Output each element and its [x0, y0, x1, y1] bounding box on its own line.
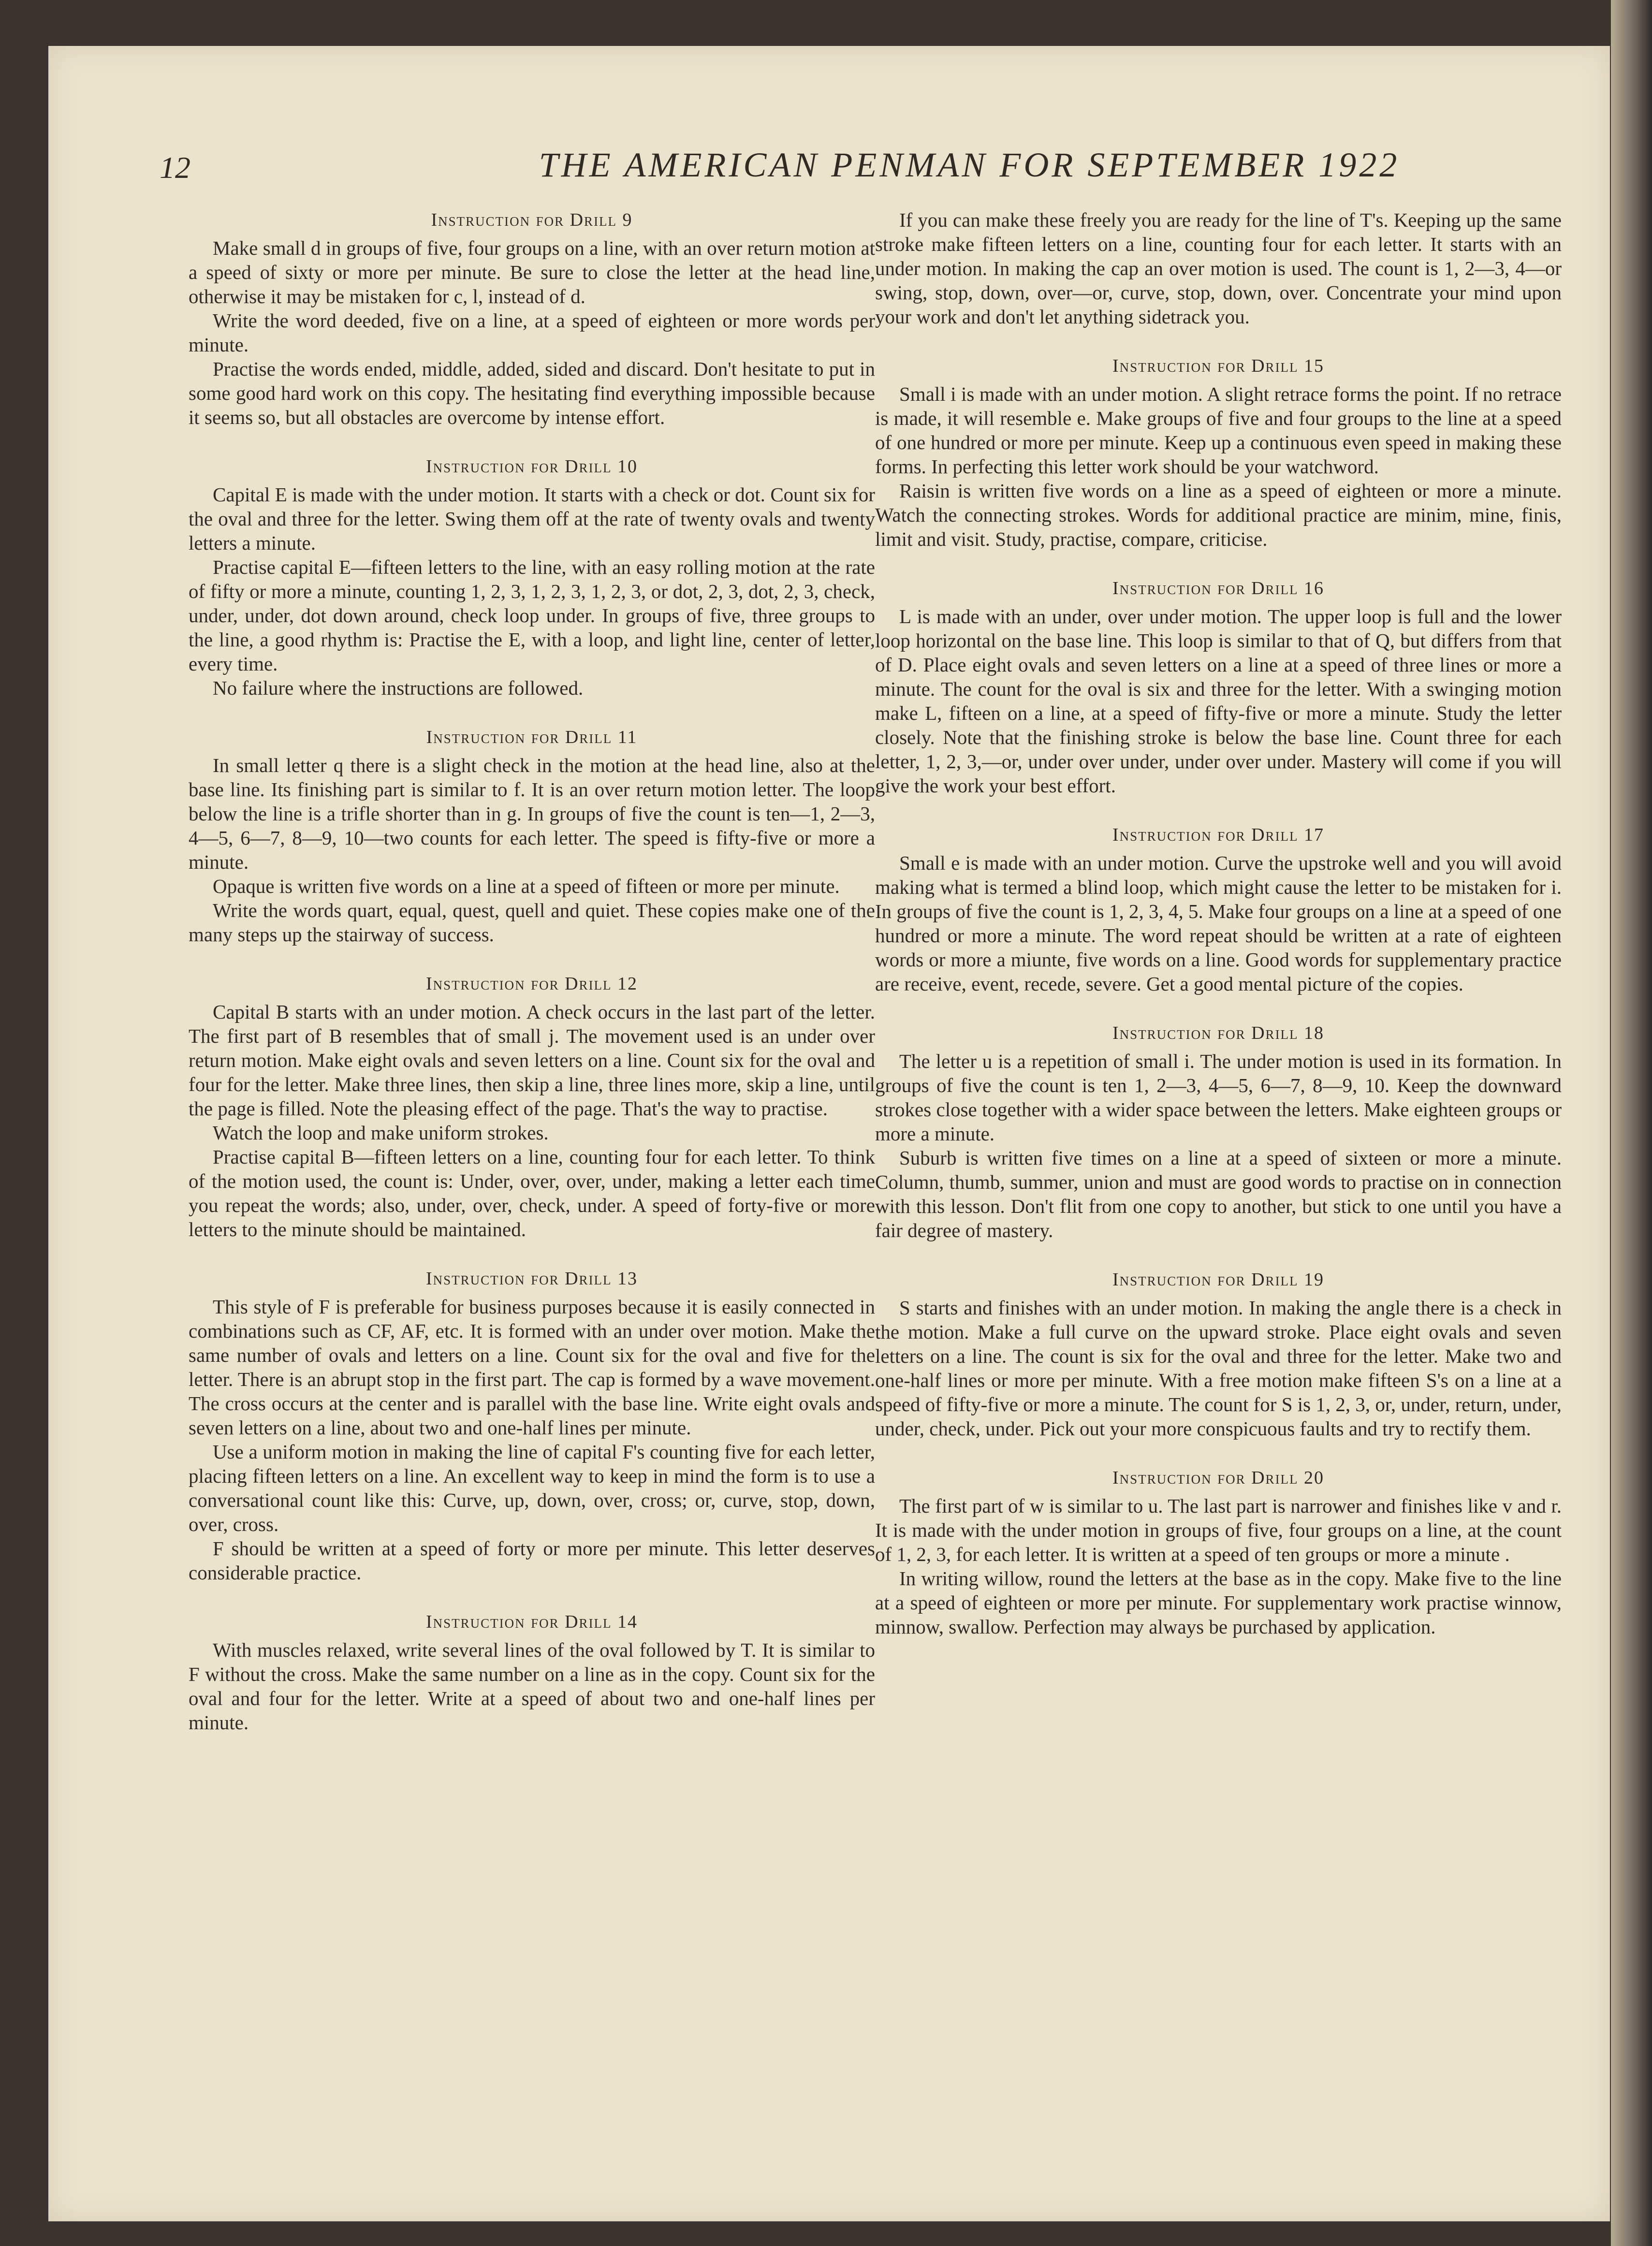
body-paragraph: If you can make these freely you are ready for the line of T's. Keeping up the same stroke make fifteen letters on a line, counting four for each letter. It starts with an under motion. In making the cap an over motion is used. The count is 1, 2—3, 4—or swing, stop, down, over—or, curve, stop, down, over. Concentrate your mind upon your work and don't let anything sidetrack you. — [875, 209, 1562, 328]
page-number: 12 — [160, 150, 190, 185]
body-paragraph: S starts and finishes with an under motion. In making the angle there is a check in the motion. Make a full curve on the upward stroke. Place eight ovals and seven letters on a line. The count is six for the oval and three for the letter. Make two and one-half lines or more per minute. With a free motion make fifteen S's on a line at a speed of fifty-five or more a minute. The count for S is 1, 2, 3, or, under, return, under, under, check, under. Pick out your more conspicuous faults and try to rectify them. — [875, 1297, 1562, 1440]
body-paragraph: Make small d in groups of five, four groups on a line, with an over return motion at a speed of sixty or more per minute. Be sure to close the letter at the head line, otherwise it may be mistaken for c, l, instead of d. — [189, 237, 875, 307]
instruction-section — [189, 1610, 875, 1735]
section-heading: Instruction for Drill 13 — [425, 1269, 638, 1289]
section-heading: Instruction for Drill 16 — [1112, 578, 1325, 598]
body-paragraph: Opaque is written five words on a line at a speed of fifteen or more per minute. — [213, 875, 840, 897]
instruction-section — [189, 725, 875, 947]
body-paragraph: Capital E is made with the under motion. It starts with a check or dot. Count six for the oval and three for the letter. Swing them off at the rate of twenty ovals and twenty letters a minute. — [189, 483, 875, 554]
section-heading: Instruction for Drill 11 — [426, 727, 638, 747]
body-paragraph: Watch the loop and make uniform strokes. — [213, 1122, 549, 1144]
body-paragraph: Use a uniform motion in making the line of capital F's counting five for each letter, placing fifteen letters on a line. An excellent way to keep in mind the form is to use a conversational count like this: Curve, up, down, over, cross; or, curve, stop, down, over, cross. — [189, 1441, 875, 1535]
body-paragraph: In small letter q there is a slight check in the motion at the head line, also at the base line. Its finishing part is similar to f. It is an over return motion letter. The loop below the line is a trifle shorter than in g. In groups of five the count is ten—1, 2—3, 4—5, 6—7, 8—9, 10—two counts for each letter. The speed is fifty-five or more a minute. — [189, 754, 875, 873]
body-paragraph: Write the word deeded, five on a line, at a speed of eighteen or more words per minute. — [189, 309, 875, 356]
book-spine — [1611, 0, 1652, 2246]
instruction-section — [875, 1021, 1562, 1242]
section-heading: Instruction for Drill 19 — [1112, 1269, 1325, 1290]
body-paragraph: The first part of w is similar to u. The last part is narrower and finishes like v and r. It is made with the under motion in groups of five, four groups on a line, at the count of 1, 2, 3, for each letter. It is written at a speed of ten groups or more a minute . — [875, 1495, 1562, 1565]
instruction-section — [875, 1466, 1562, 1639]
body-paragraph: Capital B starts with an under motion. A check occurs in the last part of the letter. The first part of B resembles that of small j. The movement used is an under over return motion. Make eight ovals and seven letters on a line. Count six for the oval and four for the letter. Make three lines, then skip a line, three lines more, skip a line, until the page is filled. Note the pleasing effect of the page. That's the way to practise. — [189, 1001, 875, 1120]
running-head — [160, 145, 1624, 198]
instruction-section — [875, 576, 1562, 798]
left-column — [189, 208, 875, 1760]
body-paragraph: No failure where the instructions are followed. — [213, 677, 584, 699]
instruction-section — [189, 208, 875, 429]
body-paragraph: L is made with an under, over under motion. The upper loop is full and the lower loop horizontal on the base line. This loop is similar to that of Q, but differs from that of D. Place eight ovals and seven letters on a line at a speed of three lines or more a minute. The count for the oval is six and three for the letter. With a swinging motion make L, fifteen on a line, at a speed of fifty-five or more a minute. Study the letter closely. Note that the finishing stroke is below the base line. Count three for each letter, 1, 2, 3,—or, under over under, under over under. Mastery will come if you will give the work your best effort. — [875, 605, 1562, 797]
instruction-section — [875, 1268, 1562, 1441]
body-paragraph: Small i is made with an under motion. A slight retrace forms the point. If no retrace is made, it will resemble e. Make groups of five and four groups to the line at a speed of one hundred or more per minute. Keep up a continuous even speed in making these forms. In perfecting this letter work should be your watchword. — [875, 383, 1562, 478]
body-paragraph: Suburb is written five times on a line at a speed of sixteen or more a minute. Column, thumb, summer, union and must are good words to practise on in connection with this lesson. Don't flit from one copy to another, but stick to one until you have a fair degree of mastery. — [875, 1147, 1562, 1241]
body-paragraph: Practise capital B—fifteen letters on a line, counting four for each letter. To think of the motion used, the count is: Under, over, over, under, making a letter each time you repeat the words; also, under, over, check, under. A speed of forty-five or more letters to the minute should be maintained. — [189, 1146, 875, 1240]
body-paragraph: Write the words quart, equal, quest, quell and quiet. These copies make one of the many steps up the stairway of success. — [189, 899, 875, 946]
section-heading: Instruction for Drill 20 — [1112, 1468, 1325, 1488]
body-paragraph: The letter u is a repetition of small i. The under motion is used in its formation. In groups of five the count is ten 1, 2—3, 4—5, 6—7, 8—9, 10. Keep the downward strokes close together with a wider space between the letters. Make eighteen groups or more a minute. — [875, 1050, 1562, 1145]
body-paragraph: In writing willow, round the letters at the base as in the copy. Make five to the line at a speed of eighteen or more per minute. For supplementary work practise winnow, minnow, swallow. Perfection may always be purchased by application. — [875, 1567, 1562, 1638]
section-heading: Instruction for Drill 10 — [425, 456, 638, 477]
body-paragraph: F should be written at a speed of forty or more per minute. This letter deserves considerable practice. — [189, 1537, 875, 1584]
instruction-section — [189, 454, 875, 700]
instruction-section — [875, 823, 1562, 996]
body-paragraph: Practise the words ended, middle, added, sided and discard. Don't hesitate to put in some good hard work on this copy. The hesitating find everything impossible because it seems so, but all obstacles are overcome by intense effort. — [189, 358, 875, 428]
instruction-section — [189, 972, 875, 1241]
section-heading: Instruction for Drill 14 — [425, 1612, 638, 1632]
section-heading: Instruction for Drill 17 — [1112, 825, 1325, 845]
right-column — [875, 208, 1562, 1664]
section-heading: Instruction for Drill 15 — [1112, 356, 1325, 376]
section-heading: Instruction for Drill 9 — [431, 210, 633, 230]
body-paragraph: With muscles relaxed, write several lines of the oval followed by T. It is similar to F without the cross. Make the same number on a line as in the copy. Count six for the oval and four for the letter. Write at a speed of about two and one-half lines per minute. — [189, 1639, 875, 1734]
journal-title: THE AMERICAN PENMAN FOR SEPTEMBER 1922 — [539, 146, 1400, 184]
instruction-section — [875, 208, 1562, 329]
body-paragraph: Raisin is written five words on a line as a speed of eighteen or more a minute. Watch the connecting strokes. Words for additional practice are minim, mine, finis, limit and visit. Study, practise, compare, criticise. — [875, 480, 1562, 550]
section-heading: Instruction for Drill 12 — [425, 974, 638, 994]
body-paragraph: Small e is made with an under motion. Curve the upstroke well and you will avoid making what is termed a blind loop, which might cause the letter to be mistaken for i. In groups of five the count is 1, 2, 3, 4, 5. Make four groups on a line at a speed of one hundred or more a minute. The word repeat should be written at a rate of eighteen words or more a miunte, five words on a line. Good words for supplementary practice are receive, event, recede, severe. Get a good mental picture of the copies. — [875, 852, 1562, 995]
instruction-section — [189, 1267, 875, 1585]
body-paragraph: This style of F is preferable for business purposes because it is easily connected in combinations such as CF, AF, etc. It is formed with an under over motion. Make the same number of ovals and letters on a line. Count six for the oval and five for the letter. There is an abrupt stop in the first part. The cap is formed by a wave movement. The cross occurs at the center and is parallel with the base line. Write eight ovals and seven letters on a line, about two and one-half lines per minute. — [189, 1296, 875, 1439]
instruction-section — [875, 354, 1562, 551]
body-paragraph: Practise capital E—fifteen letters to the line, with an easy rolling motion at the rate of fifty or more a minute, counting 1, 2, 3, 1, 2, 3, 1, 2, 3, or dot, 2, 3, dot, 2, 3, check, under, under, dot down around, check loop under. In groups of five, three groups to the line, a good rhythm is: Practise the E, with a loop, and light line, center of letter, every time. — [189, 556, 875, 675]
section-heading: Instruction for Drill 18 — [1112, 1023, 1325, 1043]
